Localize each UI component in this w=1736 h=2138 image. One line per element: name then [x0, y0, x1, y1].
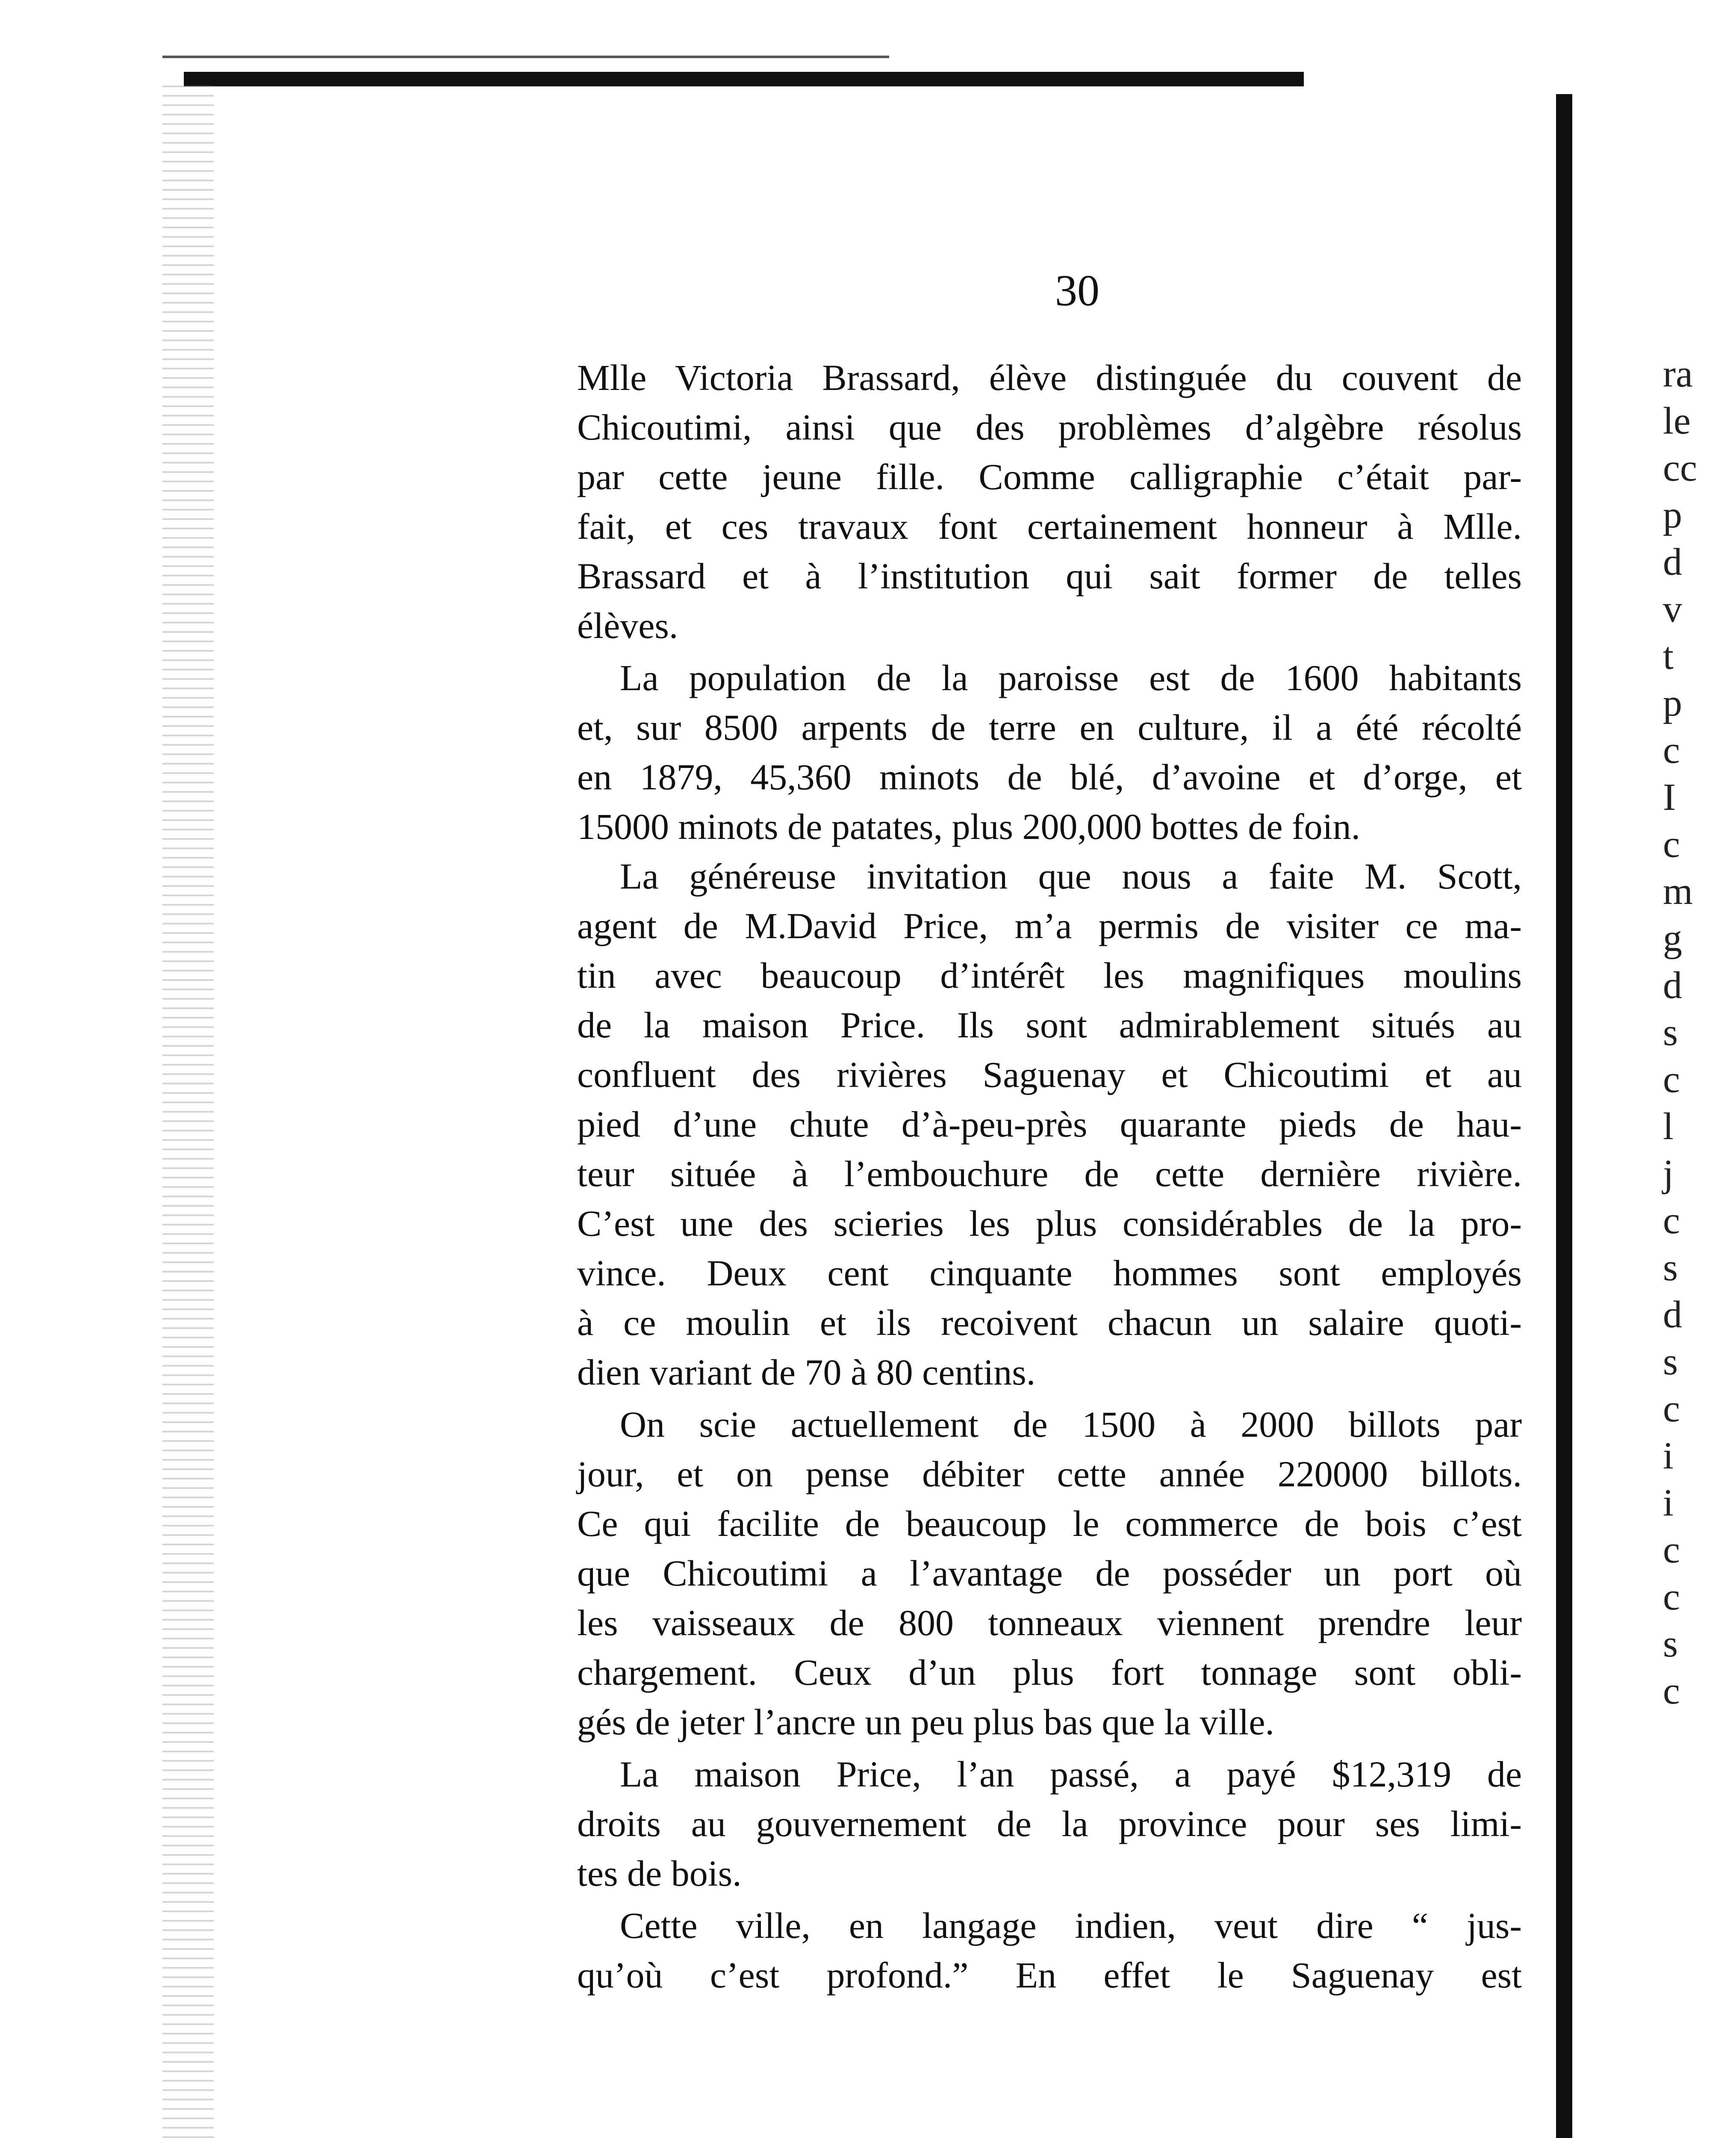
edge-letter: c [1663, 1670, 1680, 1712]
edge-letter: c [1663, 1576, 1680, 1618]
edge-letter: t [1663, 635, 1674, 677]
edge-letter: g [1663, 917, 1682, 960]
text-line: gés de jeter l’ancre un peu plus bas que la ville. [577, 1701, 1275, 1742]
facing-page-edge-letters [1663, 351, 1731, 1715]
edge-letter: p [1663, 682, 1682, 724]
text-line: en 1879, 45,360 minots de blé, d’avoine et d’orge, et [577, 756, 1522, 797]
text-line: Cette ville, en langage indien, veut dire “ jus- [620, 1905, 1522, 1946]
scan-top-thin-rule [162, 56, 889, 58]
edge-letter: c [1663, 823, 1680, 865]
edge-letter: d [1663, 1293, 1682, 1336]
edge-letter: s [1663, 1341, 1678, 1383]
body-text [577, 353, 1522, 2000]
text-line: Chicoutimi, ainsi que des problèmes d’algèbre résolus [577, 407, 1522, 448]
text-line: jour, et on pense débiter cette année 220000 billots. [577, 1453, 1522, 1494]
text-line: Mlle Victoria Brassard, élève distinguée du couvent de [577, 357, 1522, 398]
edge-letter: ra [1663, 353, 1693, 395]
edge-letter: c [1663, 1058, 1680, 1101]
text-line: de la maison Price. Ils sont admirablement situés au [577, 1004, 1522, 1045]
text-line: à ce moulin et ils recoivent chacun un salaire quoti- [577, 1302, 1522, 1343]
scan-left-edge-noise [162, 86, 214, 2138]
edge-letter: c [1663, 1529, 1680, 1571]
edge-letter: i [1663, 1482, 1674, 1524]
text-line: fait, et ces travaux font certainement honneur à Mlle. [577, 506, 1522, 547]
edge-letter: d [1663, 541, 1682, 583]
text-line: vince. Deux cent cinquante hommes sont employés [577, 1252, 1522, 1293]
text-line: tin avec beaucoup d’intérêt les magnifiques moulins [577, 955, 1522, 996]
page-number: 30 [1055, 266, 1099, 315]
text-line: Brassard et à l’institution qui sait former de telles [577, 555, 1522, 597]
edge-letter: d [1663, 964, 1682, 1007]
text-line: C’est une des scieries les plus considérables de la pro- [577, 1203, 1522, 1244]
text-line: 15000 minots de patates, plus 200,000 bottes de foin. [577, 806, 1361, 847]
text-line: dien variant de 70 à 80 centins. [577, 1352, 1036, 1393]
edge-letter: c [1663, 729, 1680, 771]
text-line: La généreuse invitation que nous a faite M. Scott, [620, 856, 1522, 897]
edge-letter: c [1663, 1388, 1680, 1430]
edge-letter: p [1663, 494, 1682, 536]
scan-top-rule [184, 72, 1304, 86]
text-line: Ce qui facilite de beaucoup le commerce de bois c’est [577, 1503, 1522, 1544]
edge-letter: v [1663, 588, 1682, 630]
edge-letter: s [1663, 1246, 1678, 1289]
edge-letter: m [1663, 870, 1693, 912]
edge-letter: s [1663, 1011, 1678, 1054]
text-line: pied d’une chute d’à-peu-près quarante pieds de hau- [577, 1104, 1522, 1145]
edge-letter: i [1663, 1435, 1674, 1477]
edge-letter: le [1663, 400, 1691, 442]
edge-letter: l [1663, 1105, 1674, 1148]
text-line: les vaisseaux de 800 tonneaux viennent prendre leur [577, 1602, 1522, 1643]
text-line: agent de M.David Price, m’a permis de visiter ce ma- [577, 905, 1522, 946]
text-line: et, sur 8500 arpents de terre en culture, il a été récolté [577, 707, 1522, 748]
edge-letter: I [1663, 776, 1676, 818]
text-line: teur située à l’embouchure de cette dernière rivière. [577, 1153, 1522, 1194]
text-line: droits au gouvernement de la province pour ses limi- [577, 1803, 1522, 1844]
edge-letter: c [1663, 1199, 1680, 1242]
text-line: La maison Price, l’an passé, a payé $12,319 de [620, 1754, 1522, 1795]
edge-letter: s [1663, 1623, 1678, 1665]
page-gutter-bar [1556, 94, 1572, 2138]
edge-letter: cc [1663, 447, 1697, 489]
text-line: que Chicoutimi a l’avantage de posséder un port où [577, 1553, 1522, 1594]
text-line: qu’où c’est profond.” En effet le Saguenay est [577, 1955, 1522, 1996]
text-line: confluent des rivières Saguenay et Chicoutimi et au [577, 1054, 1522, 1095]
text-line: chargement. Ceux d’un plus fort tonnage sont obli- [577, 1652, 1522, 1693]
edge-letter: j [1663, 1152, 1674, 1195]
text-line: On scie actuellement de 1500 à 2000 billots par [620, 1404, 1522, 1445]
text-line: par cette jeune fille. Comme calligraphie c’était par- [577, 456, 1522, 497]
text-line: La population de la paroisse est de 1600 habitants [620, 657, 1522, 698]
text-line: tes de bois. [577, 1853, 742, 1894]
text-line: élèves. [577, 605, 678, 646]
